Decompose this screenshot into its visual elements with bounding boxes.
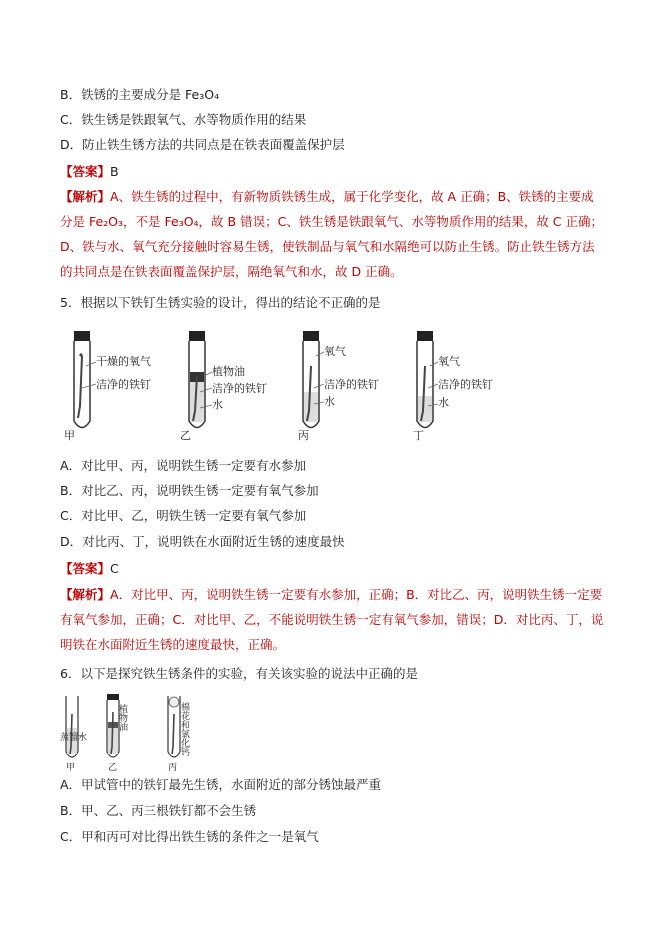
label-dry-oxygen: 干燥的氧气 [96, 355, 151, 368]
label-clean-nail: 洁净的铁钉 [212, 382, 267, 395]
q4-option-b: B．铁锈的主要成分是 Fe₃O₄ [60, 87, 220, 102]
tube-name: 甲 [66, 763, 76, 772]
tube-name: 乙 [180, 429, 191, 442]
q6-figure [60, 692, 260, 772]
q5-analysis [60, 582, 605, 657]
tube-jia [60, 696, 87, 772]
q5-option-b: B．对比乙、丙，说明铁生锈一定要有氧气参加 [60, 483, 319, 498]
q5-option-a: A．对比甲、丙，说明铁生锈一定要有水参加 [60, 458, 307, 473]
label-distilled-water: 蒸馏水 [60, 733, 88, 743]
answer-value: B [110, 164, 119, 179]
label-water: 水 [438, 396, 449, 409]
tube-name: 乙 [108, 763, 118, 772]
tube-name: 丙 [298, 429, 309, 442]
q5-stem: 5．根据以下铁钉生锈实验的设计，得出的结论不正确的是 [60, 295, 381, 310]
q5-figure [60, 326, 530, 446]
answer-label: 【答案】 [60, 561, 111, 576]
q6-option-b: B．甲、乙、丙三根铁钉都不会生锈 [60, 803, 257, 818]
label-cotton-cacl2: 棉花和氯化钙 [179, 702, 189, 756]
analysis-label: 【解析】 [60, 189, 111, 204]
label-plant-oil: 植物油 [117, 704, 127, 731]
label-water: 水 [324, 395, 335, 408]
q4-analysis [60, 184, 605, 284]
tube-name: 丙 [168, 763, 178, 772]
analysis-text: A．对比甲、丙，说明铁生锈一定要有水参加，正确；B．对比乙、丙，说明铁生锈一定要有氧气参加，正确；C．对比甲、乙，不能说明铁生锈一定有氧气参加，错误；D．对比丙、丁，说明铁在水面附近生锈的速度最快，正确。 [60, 587, 604, 652]
q5-option-d: D．对比丙、丁，说明铁在水面附近生锈的速度最快 [60, 534, 345, 549]
tube-ding [413, 331, 493, 442]
q4-option-c: C．铁生锈是铁跟氧气、水等物质作用的结果 [60, 112, 307, 127]
label-oxygen: 氧气 [438, 355, 460, 368]
tube-yi [107, 694, 128, 772]
tube-bing [298, 331, 379, 442]
label-plant-oil: 植物油 [212, 365, 245, 378]
q4-answer [60, 163, 119, 181]
tube-name: 甲 [64, 429, 75, 442]
q6-option-c: C．甲和丙可对比得出铁生锈的条件之一是氧气 [60, 829, 319, 844]
answer-label: 【答案】 [60, 164, 111, 179]
analysis-label: 【解析】 [60, 587, 111, 602]
q5-option-c: C．对比甲、乙，明铁生锈一定要有氧气参加 [60, 508, 307, 523]
label-clean-nail: 洁净的铁钉 [324, 378, 379, 391]
tube-jia [64, 331, 151, 442]
answer-value: C [110, 561, 119, 576]
q4-option-d: D．防止铁生锈方法的共同点是在铁表面覆盖保护层 [60, 137, 345, 152]
q6-stem: 6．以下是探究铁生锈条件的实验，有关该实验的说法中正确的是 [60, 666, 418, 681]
tube-bing [168, 696, 190, 772]
label-oxygen: 氧气 [324, 345, 346, 358]
label-clean-nail: 洁净的铁钉 [96, 378, 151, 391]
label-clean-nail: 洁净的铁钉 [438, 378, 493, 391]
q5-answer [60, 560, 119, 578]
analysis-text: A、铁生锈的过程中，有新物质铁锈生成，属于化学变化，故 A 正确；B、铁锈的主要成分是 Fe₂O₃，不是 Fe₃O₄，故 B 错误；C、铁生锈是铁跟氧气、水等物质作用的结果，故 C 正确；D、铁与水、氧气充分接触时容易生锈，使铁制品与氧气和水隔绝可以防止生锈。防止铁生锈方法的共同点是在铁表面覆盖保护层，隔绝氧气和水，故 D 正确。 [60, 189, 603, 279]
q6-option-a: A．甲试管中的铁钉最先生锈，水面附近的部分锈蚀最严重 [60, 777, 382, 792]
tube-yi [180, 331, 267, 442]
tube-name: 丁 [413, 429, 424, 442]
label-water: 水 [212, 398, 223, 411]
